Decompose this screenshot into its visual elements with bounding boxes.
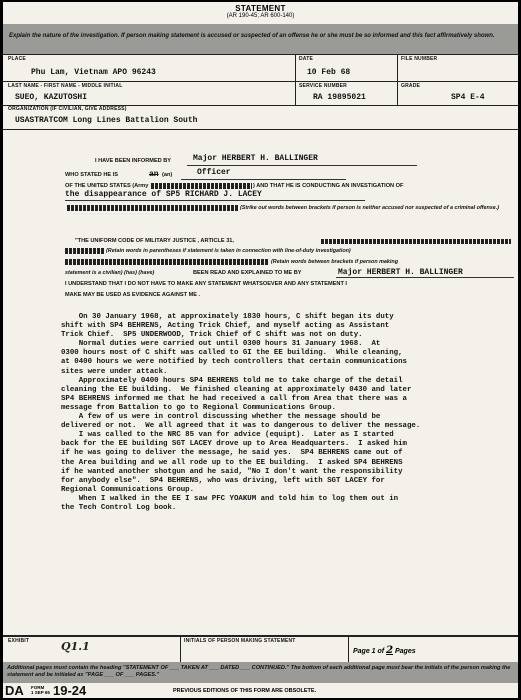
statement-line: Trick Chief. SP5 UNDERWOOD, Trick Chief of C shift was not on duty. — [61, 331, 363, 340]
form-title: STATEMENT — [235, 4, 286, 13]
statement-line: the Area building and we all rode up to the EE building. I asked SP4 BEHRENS — [61, 458, 403, 467]
footer-note: Additional pages must contain the heading "STATEMENT OF ___ TAKEN AT ___ DATED ___ CONTINUED." The bottom of each additional page must bear the initials of the person making the statement and be initialed as "PAGE ___ OF ___ PAGES." — [7, 665, 511, 678]
ucmj-struck-2 — [65, 248, 104, 254]
stated-struck-word: an — [149, 170, 159, 179]
date-value[interactable]: 10 Feb 68 — [307, 68, 351, 77]
investigation-of-value[interactable]: the disappearance of SP5 RICHARD J. LACEY — [65, 190, 262, 199]
statement-line: if he was going to deliver the message, he said yes. SP4 BEHRENS came out of — [61, 449, 403, 458]
name-label: LAST NAME - FIRST NAME - MIDDLE INITIAL — [8, 83, 123, 89]
statement-line: SP4 BEHRENS informed me that he had received a call from Area that there was a — [61, 394, 407, 403]
form-date: 1 SEP 65 — [31, 690, 50, 695]
statement-line: sites were under attack. — [61, 367, 168, 376]
informed-by-text: I HAVE BEEN INFORMED BY — [95, 158, 172, 164]
statement-line: I was called to the NRC 85 van for advice (equipt). Later as I started — [61, 431, 394, 440]
exhibit-value[interactable]: Q1.1 — [61, 640, 90, 653]
statement-line: cleaning the EE building. We finished cleaning at approximately 0430 and later — [61, 385, 412, 394]
organization-value[interactable]: USASTRATCOM Long Lines Battalion South — [15, 116, 198, 125]
name-value[interactable]: SUEO, KAZUTOSHI — [15, 93, 88, 102]
statement-form-page — [3, 2, 518, 698]
statement-line: When I walked in the EE I saw PFC YOAKUM and told him to log them out in — [61, 494, 399, 503]
struck-out-words — [151, 183, 252, 189]
stated-he-is-text: WHO STATED HE IS — [65, 172, 118, 178]
grade-label: GRADE — [401, 83, 421, 89]
ucmj-line-4-text: BEEN READ AND EXPLAINED TO ME BY — [193, 270, 302, 276]
previous-editions: PREVIOUS EDITIONS OF THIS FORM ARE OBSOLETE. — [173, 688, 317, 694]
statement-line: back for the EE building SGT LACEY drove up to Area Headquarters. I asked him — [61, 440, 407, 449]
read-by-value[interactable]: Major HERBERT H. BALLINGER — [338, 268, 463, 277]
initials-label: INITIALS OF PERSON MAKING STATEMENT — [184, 638, 296, 644]
form-number: 19-24 — [53, 683, 87, 698]
date-label: DATE — [299, 56, 314, 62]
instructions-text: Explain the nature of the investigation. If person making statement is accused or suspected of an offense he or she must be so informed and this fact affirmatively shown. — [9, 33, 495, 39]
statement-line: A few of us were in control discussing whether the message should be — [61, 413, 381, 422]
statement-line: shift with SP4 BEHRENS, Acting Trick Chief, and myself acting as Assistant — [61, 322, 390, 331]
informed-by-value[interactable]: Major HERBERT H. BALLINGER — [193, 154, 318, 163]
strike-note: (Strike out words between brackets if person is neither accused nor suspected of a criminal offense.) — [240, 205, 500, 211]
statement-line: On 30 January 1968, at approximately 1830 hours, C shift began its duty — [61, 313, 394, 321]
ucmj-line-3-note: (Retain words between brackets if person making — [271, 259, 399, 265]
of-us-after-text: ) AND THAT HE IS CONDUCTING AN INVESTIGATION OF — [253, 183, 404, 189]
ucmj-struck-3 — [65, 259, 269, 265]
form-word-date — [31, 685, 50, 695]
ucmj-line-6: MAKE MAY BE USED AS EVIDENCE AGAINST ME . — [65, 292, 201, 298]
place-label: PLACE — [8, 56, 26, 62]
page-prefix: Page 1 of — [353, 648, 385, 655]
page-count — [353, 645, 416, 656]
stated-a-an: (an) — [162, 172, 173, 178]
statement-line: if he wanted another shotgun and he said, "No I don't want the responsibility — [61, 467, 403, 476]
form-da: DA — [5, 683, 24, 698]
ucmj-line-2-note: (Retain words in parentheses if statement is taken in connection with line-of-duty investigation) — [106, 248, 351, 254]
file-number-label: FILE NUMBER — [401, 56, 438, 62]
place-value[interactable]: Phu Lam, Vietnam APO 96243 — [31, 68, 156, 77]
service-number-label: SERVICE NUMBER — [299, 83, 347, 89]
ucmj-line-5: I UNDERSTAND THAT I DO NOT HAVE TO MAKE ANY STATEMENT WHATSOEVER AND ANY STATEMENT I — [65, 281, 347, 287]
statement-line: Regional Communications Group. — [61, 485, 195, 494]
statement-body — [61, 313, 516, 623]
statement-line: Approximately 0400 hours SP4 BEHRENS told me to take charge of the detail — [61, 376, 403, 385]
form-regulation: (AR 190-45; AR 600-140) — [226, 13, 295, 19]
statement-line: delivered or not. We all agreed that it was to dangerous to deliver the message. — [61, 422, 421, 431]
position-value[interactable]: Officer — [197, 168, 231, 177]
page-total[interactable]: 2 — [386, 645, 394, 656]
grade-value[interactable]: SP4 E-4 — [451, 93, 485, 102]
ucmj-line-4-note: statement is a civilian) (has) (have) — [65, 270, 155, 276]
page-suffix: Pages — [395, 648, 416, 655]
ucmj-struck-1 — [321, 239, 511, 244]
struck-out-brackets — [67, 205, 238, 211]
statement-line: at 0400 hours we were notified by tech controllers that certain communications — [61, 358, 407, 367]
statement-line: message from Battalion to go to Regional Communications Group. — [61, 403, 336, 412]
of-us-text: OF THE UNITED STATES (Army — [65, 183, 149, 189]
service-number-value[interactable]: RA 19895021 — [313, 93, 366, 102]
organization-label: ORGANIZATION (IF CIVILIAN, GIVE ADDRESS) — [8, 106, 127, 112]
statement-line: 0300 hours most of C shift was called to GI the EE building. While cleaning, — [61, 349, 403, 358]
statement-line: Normal duties were carried out until 0300 hours 31 January 1968. At — [61, 340, 381, 349]
form-word: FORM — [31, 685, 45, 690]
statement-line: for anybody else". SP4 BEHRENS, who was driving, left with SGT LACEY for — [61, 476, 385, 485]
ucmj-line-1: "THE UNIFORM CODE OF MILITARY JUSTICE , ARTICLE 31, — [75, 238, 234, 244]
statement-line: the Tech Control Log book. — [61, 503, 177, 512]
exhibit-label: EXHIBIT — [8, 638, 30, 644]
